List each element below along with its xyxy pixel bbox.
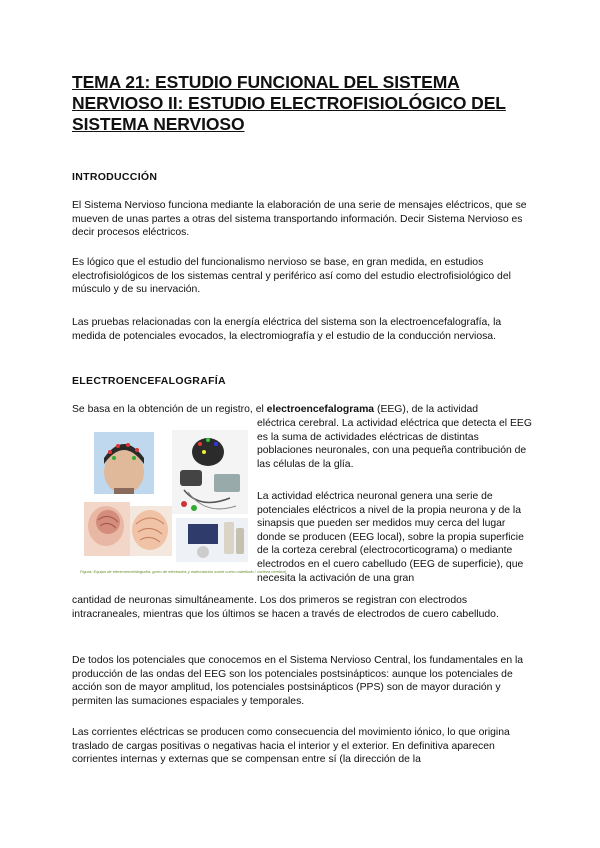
eeg-p1-post: (EEG), de la actividad	[374, 404, 479, 415]
eeg-paragraph-4: Las corrientes eléctricas se producen como consecuencia del movimiento iónico, lo que origina traslado de cargas positivas o negativas hacia el interior y el exterior. En definitiva aparecen corrientes internas y externas que se compensan entre sí (la dirección de la	[72, 727, 510, 766]
eeg-p1-pre: Se basa en la obtención de un registro, el	[72, 404, 267, 415]
eeg-paragraph-2-full: cantidad de neuronas simultáneamente. Los dos primeros se registran con electrodos intracraneales, mientras que los últimos se hacen a través de electrodos de cuero cabelludo.	[72, 595, 499, 620]
eeg-paragraph-2-wrap: La actividad eléctrica neuronal genera una serie de potenciales eléctricos a nivel de la propia neurona y de la sinapsis que pueden ser medidos muy cerca del lugar donde se producen (EEG local), sobre la propia superficie de la corteza cerebral (electrocorticograma) o mediante electrodos en el cuero cabelludo (EEG de superficie), que necesita la activación de una gran	[257, 491, 524, 584]
eeg-paragraph-1-lead	[72, 403, 534, 417]
figure-caption: Figura: Equipo de electroencefalografía, gorro de electrodos y estimulación sobre cuero cabelludo / corteza cerebral	[80, 569, 286, 574]
eeg-equipment-photo	[172, 430, 248, 514]
eeg-figure	[80, 428, 286, 580]
intro-paragraph-2: Es lógico que el estudio del funcionalismo nervioso se base, en gran medida, en estudios electrofisiológicos de los sistemas central y periférico así como del estudio electrofisiológico del músculo y de su inervación.	[72, 257, 511, 296]
electrode-cap-photo	[94, 432, 154, 494]
eeg-paragraph-3: De todos los potenciales que conocemos en el Sistema Nervioso Central, los fundamentales en la producción de las ondas del EEG son los potenciales postsinápticos: aunque los potenciales de acción son de mayor amplitud, los potenciales postsinápticos (PPS) son de mayor duración y permiten las sumaciones espaciales y temporales.	[72, 655, 524, 707]
eeg-collage-image	[80, 428, 252, 568]
eeg-p1-bold-term: electroencefalograma	[266, 404, 375, 415]
eeg-heading: ELECTROENCEFALOGRAFÍA	[72, 375, 226, 387]
intro-paragraph-1: El Sistema Nervioso funciona mediante la elaboración de una serie de mensajes eléctricos, que se mueven de unas partes a otras del sistema transportando información. Decir Sistema Nervioso es decir procesos eléctricos.	[72, 200, 527, 239]
intro-paragraph-3: Las pruebas relacionadas con la energía eléctrica del sistema son la electroencefalografía, la medida de potenciales evocados, la electromiografía y el estudio de la conducción nerviosa.	[72, 317, 502, 342]
page-title: TEMA 21: ESTUDIO FUNCIONAL DEL SISTEMA NERVIOSO II: ESTUDIO ELECTROFISIOLÓGICO DEL SISTEMA NERVIOSO	[72, 72, 506, 134]
electrode-supplies-photo	[176, 518, 248, 562]
intro-heading: INTRODUCCIÓN	[72, 171, 158, 183]
brain-head-illustration	[84, 502, 172, 556]
eeg-paragraph-1-wrap: eléctrica cerebral. La actividad eléctrica que detecta el EEG es la suma de actividades eléctricas de distintas poblaciones neuronales, con una pequeña contribución de las células de la glía.	[257, 418, 532, 470]
